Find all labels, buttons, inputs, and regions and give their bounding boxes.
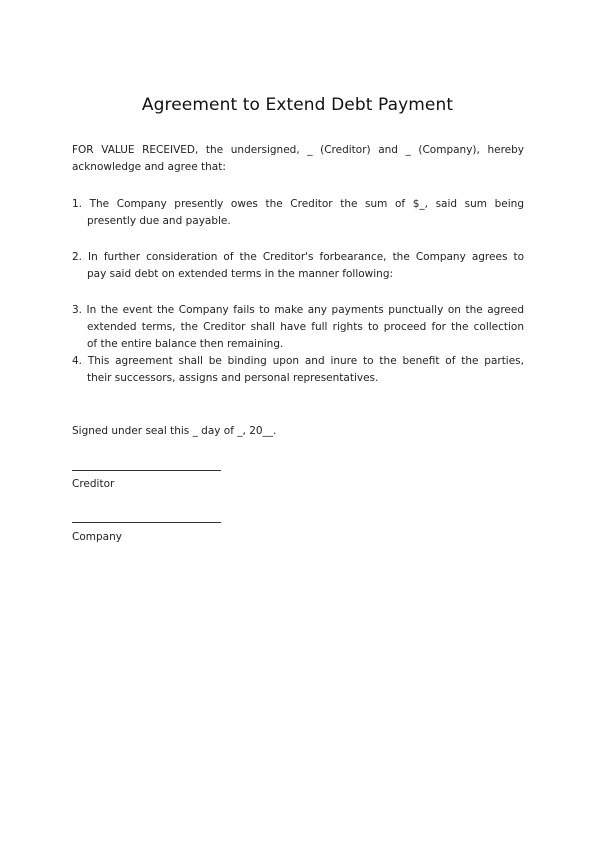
clause-3	[72, 302, 524, 353]
clause-3-line-2: extended terms, the Creditor shall have full rights to proceed for the collection	[87, 321, 524, 333]
creditor-label: Creditor	[72, 478, 115, 490]
clause-1-line-2: presently due and payable.	[87, 215, 231, 227]
clause-2-line-2: pay said debt on extended terms in the manner following:	[87, 268, 394, 280]
clause-4	[72, 353, 524, 387]
clause-2	[72, 249, 524, 283]
clause-4-line-2: their successors, assigns and personal representatives.	[87, 372, 379, 384]
clause-4-line-1: 4. This agreement shall be binding upon and inure to the benefit of the parties,	[72, 355, 524, 367]
intro-line-2: acknowledge and agree that:	[72, 161, 226, 173]
document-title: Agreement to Extend Debt Payment	[141, 95, 454, 115]
clause-2-line-1: 2. In further consideration of the Creditor's forbearance, the Company agrees to	[72, 251, 524, 263]
clause-3-line-3: of the entire balance then remaining.	[87, 338, 284, 350]
signed-under-seal-text: Signed under seal this _ day of _, 20__.	[72, 425, 277, 437]
creditor-signature-line	[72, 470, 221, 471]
clause-1	[72, 196, 524, 230]
intro-paragraph	[72, 142, 524, 176]
intro-line-1: FOR VALUE RECEIVED, the undersigned, _ (Creditor) and _ (Company), hereby	[72, 144, 524, 156]
clause-3-line-1: 3. In the event the Company fails to make any payments punctually on the agreed	[72, 304, 524, 316]
company-label: Company	[72, 531, 122, 543]
clause-1-line-1: 1. The Company presently owes the Creditor the sum of $_, said sum being	[72, 198, 524, 210]
company-signature-line	[72, 522, 221, 523]
